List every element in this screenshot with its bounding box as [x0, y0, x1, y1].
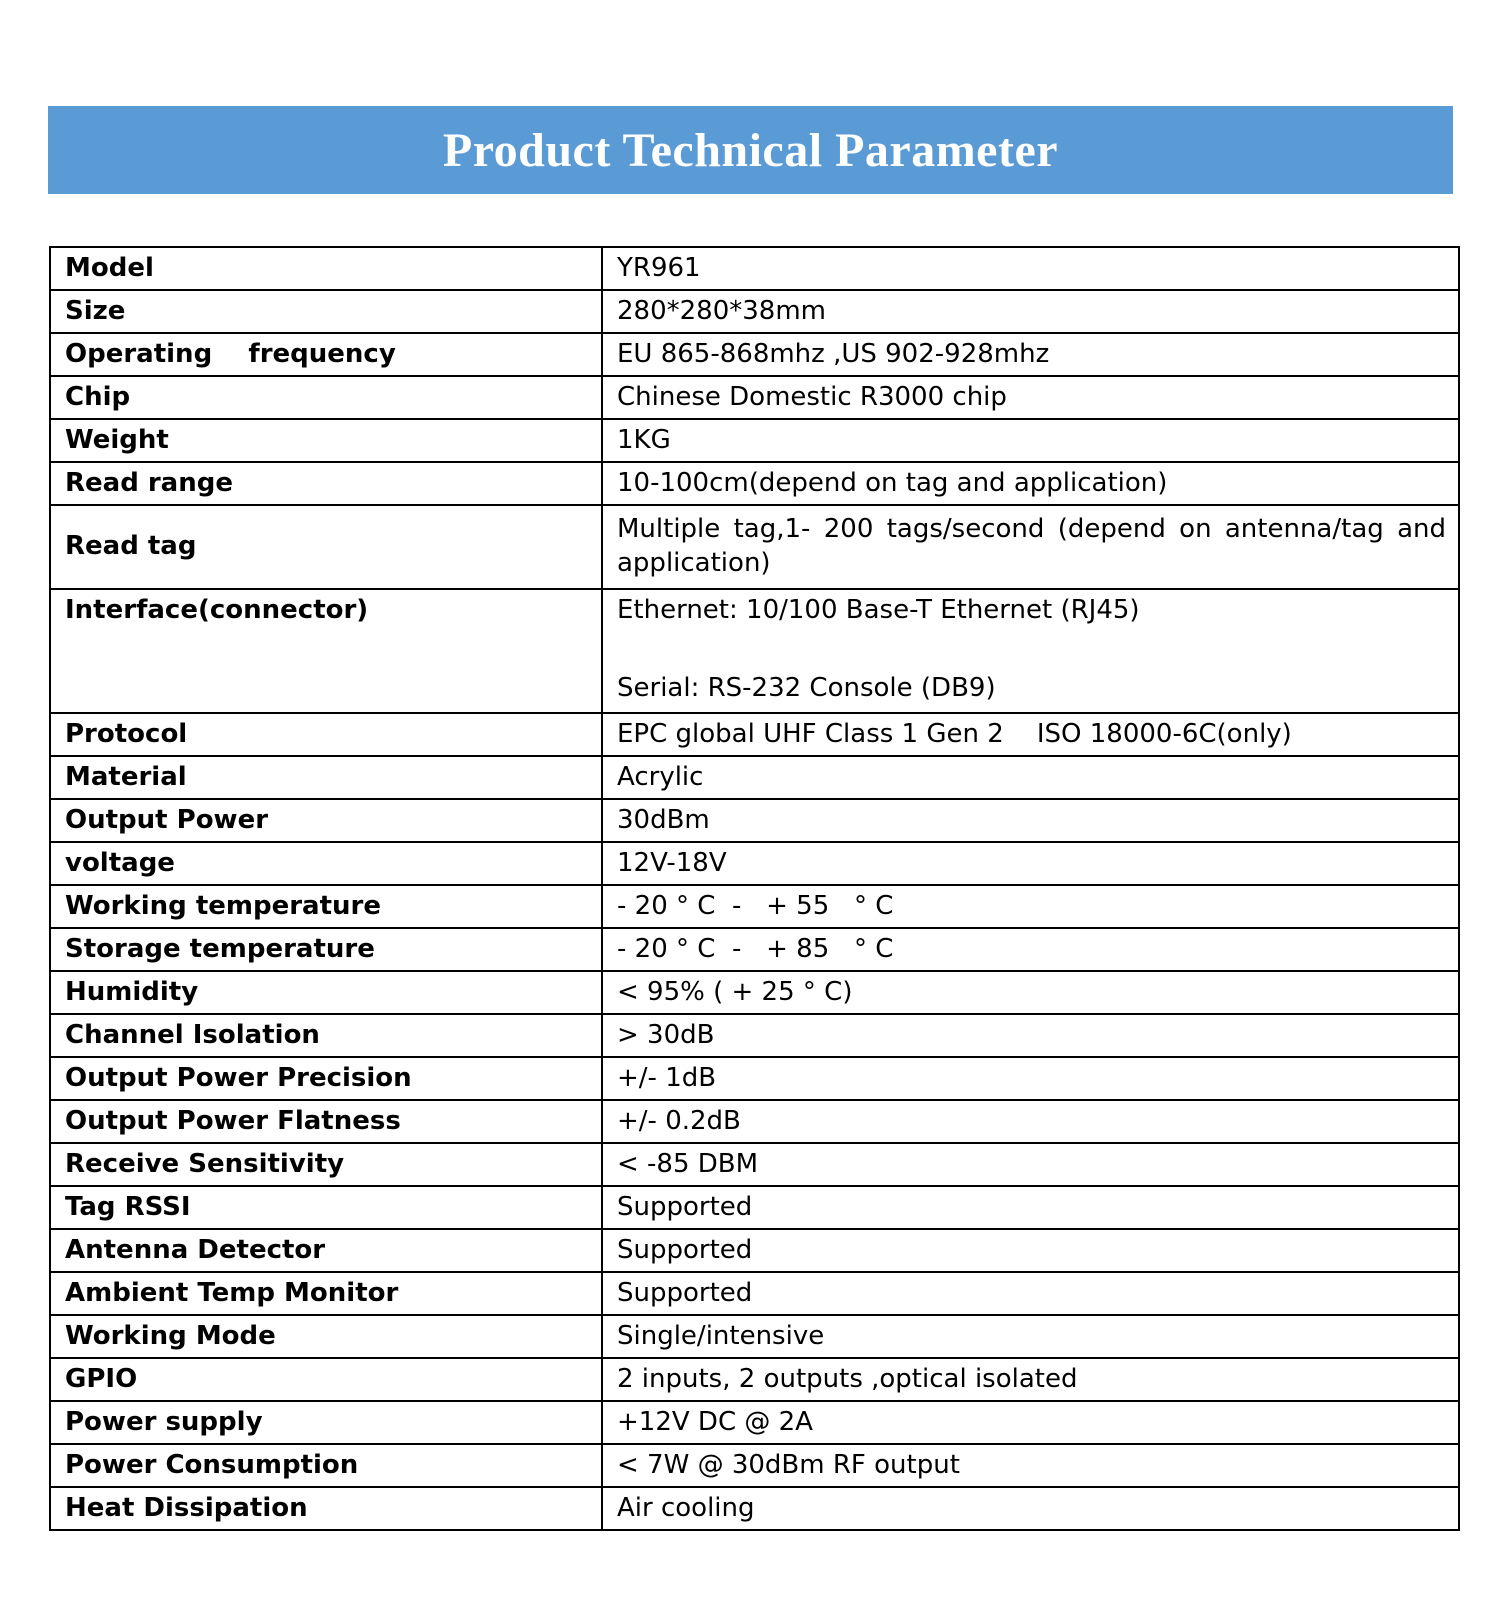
param-value: 280*280*38mm: [602, 290, 1459, 333]
interface-ethernet: Ethernet: 10/100 Base-T Ethernet (RJ45): [617, 595, 1140, 625]
param-value: Supported: [602, 1186, 1459, 1229]
table-row: [50, 1444, 1459, 1487]
param-label: Read tag: [50, 505, 602, 589]
param-value: YR961: [602, 247, 1459, 290]
table-row: [50, 333, 1459, 376]
line-spacer: [617, 628, 1446, 672]
table-row: [50, 1358, 1459, 1401]
param-label: Tag RSSI: [50, 1186, 602, 1229]
param-label: Read range: [50, 462, 602, 505]
table-row: [50, 1401, 1459, 1444]
table-row: [50, 419, 1459, 462]
param-value: +/- 1dB: [602, 1057, 1459, 1100]
table-row: [50, 842, 1459, 885]
param-label: Material: [50, 756, 602, 799]
table-row: [50, 1229, 1459, 1272]
param-label: Weight: [50, 419, 602, 462]
param-value: EPC global UHF Class 1 Gen 2 ISO 18000-6C(only): [602, 713, 1459, 756]
param-label: Humidity: [50, 971, 602, 1014]
param-label: Model: [50, 247, 602, 290]
param-value: < -85 DBM: [602, 1143, 1459, 1186]
param-label: Output Power Precision: [50, 1057, 602, 1100]
param-label: Channel Isolation: [50, 1014, 602, 1057]
table-row: [50, 756, 1459, 799]
param-label: Protocol: [50, 713, 602, 756]
title-banner: [48, 106, 1453, 194]
param-value: - 20 ° C - + 55 ° C: [602, 885, 1459, 928]
param-value: Supported: [602, 1272, 1459, 1315]
param-value: Air cooling: [602, 1487, 1459, 1530]
page-title: Product Technical Parameter: [442, 123, 1059, 177]
param-label: Storage temperature: [50, 928, 602, 971]
param-value: Single/intensive: [602, 1315, 1459, 1358]
param-label: Receive Sensitivity: [50, 1143, 602, 1186]
param-value: 10-100cm(depend on tag and application): [602, 462, 1459, 505]
table-row: [50, 885, 1459, 928]
param-value: < 95% ( + 25 ° C): [602, 971, 1459, 1014]
param-label: GPIO: [50, 1358, 602, 1401]
param-label: Power supply: [50, 1401, 602, 1444]
table-row: [50, 247, 1459, 290]
interface-serial: Serial: RS-232 Console (DB9): [617, 672, 996, 703]
param-value: EU 865-868mhz ,US 902-928mhz: [602, 333, 1459, 376]
param-value: Acrylic: [602, 756, 1459, 799]
param-label: Working Mode: [50, 1315, 602, 1358]
param-value: +/- 0.2dB: [602, 1100, 1459, 1143]
table-row: [50, 1143, 1459, 1186]
table-row: [50, 1014, 1459, 1057]
table-row: [50, 971, 1459, 1014]
param-value: Multiple tag,1- 200 tags/second (depend on antenna/tag and application): [602, 505, 1459, 589]
param-value: > 30dB: [602, 1014, 1459, 1057]
table-row: [50, 376, 1459, 419]
param-label: Interface(connector): [50, 589, 602, 713]
param-value: 2 inputs, 2 outputs ,optical isolated: [602, 1358, 1459, 1401]
param-label: Size: [50, 290, 602, 333]
param-label: Output Power Flatness: [50, 1100, 602, 1143]
param-value: +12V DC @ 2A: [602, 1401, 1459, 1444]
table-row: [50, 713, 1459, 756]
param-label: Chip: [50, 376, 602, 419]
param-label: Working temperature: [50, 885, 602, 928]
table-row: [50, 1057, 1459, 1100]
param-label: voltage: [50, 842, 602, 885]
table-row: [50, 1272, 1459, 1315]
param-value: Supported: [602, 1229, 1459, 1272]
param-value: 12V-18V: [602, 842, 1459, 885]
table-row: [50, 1100, 1459, 1143]
table-row: [50, 462, 1459, 505]
param-value: 30dBm: [602, 799, 1459, 842]
param-value: 1KG: [602, 419, 1459, 462]
table-row: [50, 290, 1459, 333]
param-label: Operating frequency: [50, 333, 602, 376]
param-value: [602, 589, 1459, 713]
spec-table: [49, 246, 1460, 1531]
param-label: Heat Dissipation: [50, 1487, 602, 1530]
table-row: [50, 928, 1459, 971]
param-label: Power Consumption: [50, 1444, 602, 1487]
table-row: [50, 1315, 1459, 1358]
param-value: - 20 ° C - + 85 ° C: [602, 928, 1459, 971]
table-row: [50, 1487, 1459, 1530]
param-label: Ambient Temp Monitor: [50, 1272, 602, 1315]
table-row: [50, 1186, 1459, 1229]
param-value: Chinese Domestic R3000 chip: [602, 376, 1459, 419]
param-label: Antenna Detector: [50, 1229, 602, 1272]
table-row: [50, 589, 1459, 713]
table-row: [50, 505, 1459, 589]
table-row: [50, 799, 1459, 842]
param-label: Output Power: [50, 799, 602, 842]
param-value: < 7W @ 30dBm RF output: [602, 1444, 1459, 1487]
